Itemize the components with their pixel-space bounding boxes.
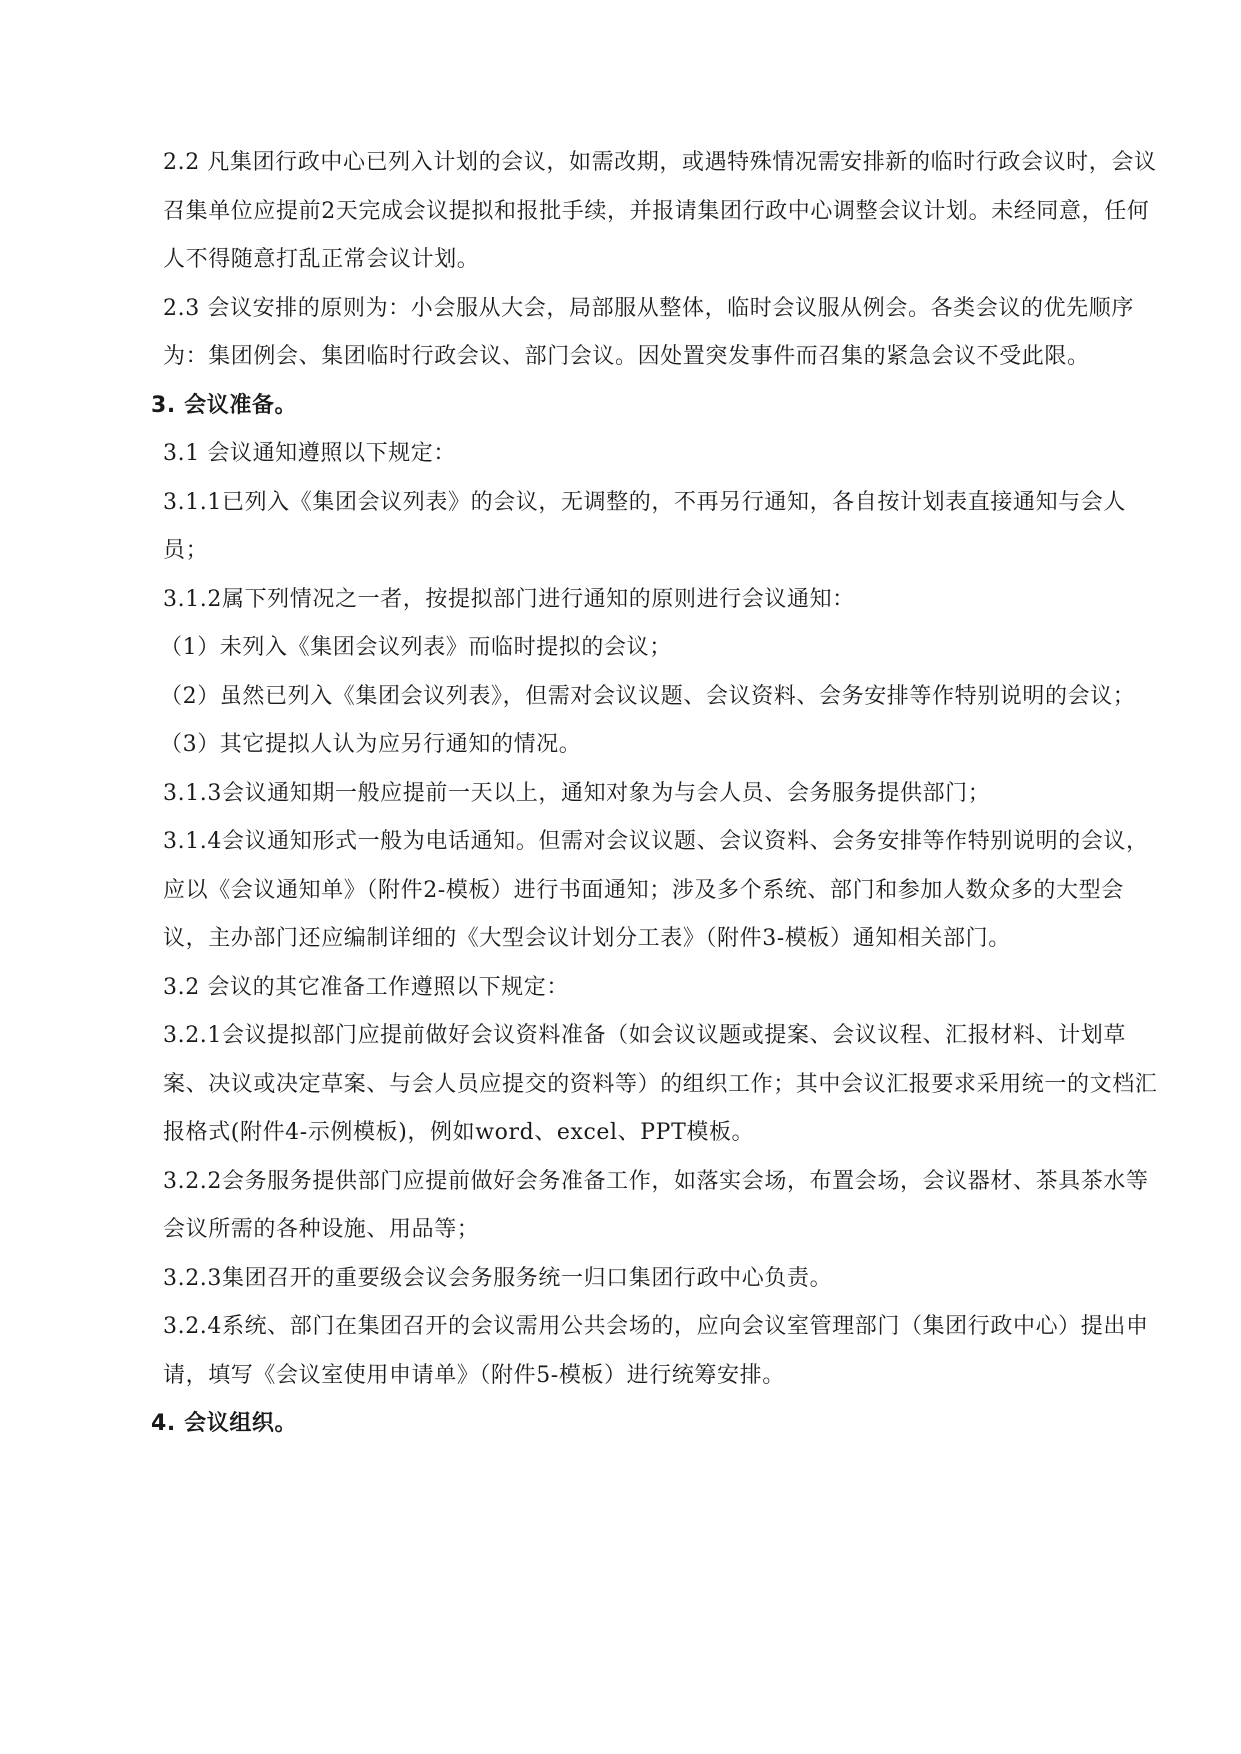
section-heading-3: 3. 会议准备。 (151, 392, 298, 418)
paragraph-3-1-4: 3.1.4会议通知形式一般为电话通知。但需对会议议题、会议资料、会务安排等作特别说明的会议，应以《会议通知单》（附件2-模板）进行书面通知；涉及多个系统、部门和参加人数众多的大型会议，主办部门还应编制详细的《大型会议计划分工表》（附件3-模板）通知相关部门。 (163, 829, 1149, 951)
paragraph-3-2-4: 3.2.4系统、部门在集团召开的会议需用公共会场的，应向会议室管理部门（集团行政中心）提出申请，填写《会议室使用申请单》（附件5-模板）进行统筹安排。 (163, 1314, 1149, 1388)
paragraph-3-1-2: 3.1.2属下列情况之一者，按提拟部门进行通知的原则进行会议通知： (163, 586, 855, 612)
paragraph-3-2-1: 3.2.1会议提拟部门应提前做好会议资料准备（如会议议题或提案、会议议程、汇报材料、计划草案、决议或决定草案、与会人员应提交的资料等）的组织工作；其中会议汇报要求采用统一的文档汇报格式(附件4-示例模板)，例如word、excel、PPT模板。 (163, 1023, 1158, 1145)
paragraph-3-1: 3.1 会议通知遵照以下规定： (163, 441, 456, 466)
paragraph-3-2-2: 3.2.2会务服务提供部门应提前做好会务准备工作，如落实会场，布置会场，会议器材、茶具茶水等会议所需的各种设施、用品等； (163, 1168, 1149, 1242)
paragraph-2-2: 2.2 凡集团行政中心已列入计划的会议，如需改期，或遇特殊情况需安排新的临时行政会议时，会议召集单位应提前2天完成会议提拟和报批手续，并报请集团行政中心调整会议计划。未经同意，任何人不得随意打乱正常会议计划。 (163, 150, 1157, 272)
paragraph-3-1-1: 3.1.1已列入《集团会议列表》的会议，无调整的，不再另行通知，各自按计划表直接通知与会人员； (163, 489, 1126, 563)
paragraph-3-2-3: 3.2.3集团召开的重要级会议会务服务统一归口集团行政中心负责。 (163, 1265, 833, 1291)
document-body (151, 139, 1159, 1449)
list-item-2: （2）虽然已列入《集团会议列表》，但需对会议议题、会议资料、会务安排等作特别说明的会议； (160, 683, 1136, 709)
section-heading-4: 4. 会议组织。 (151, 1411, 298, 1436)
list-item-1: （1）未列入《集团会议列表》而临时提拟的会议； (160, 635, 672, 660)
paragraph-3-2: 3.2 会议的其它准备工作遵照以下规定： (163, 974, 569, 1000)
list-item-3: （3）其它提拟人认为应另行通知的情况。 (160, 732, 582, 757)
paragraph-2-3: 2.3 会议安排的原则为：小会服从大会，局部服从整体，临时会议服从例会。各类会议的优先顺序为：集团例会、集团临时行政会议、部门会议。因处置突发事件而召集的紧急会议不受此限。 (163, 295, 1134, 369)
paragraph-3-1-3: 3.1.3会议通知期一般应提前一天以上，通知对象为与会人员、会务服务提供部门； (163, 780, 991, 806)
